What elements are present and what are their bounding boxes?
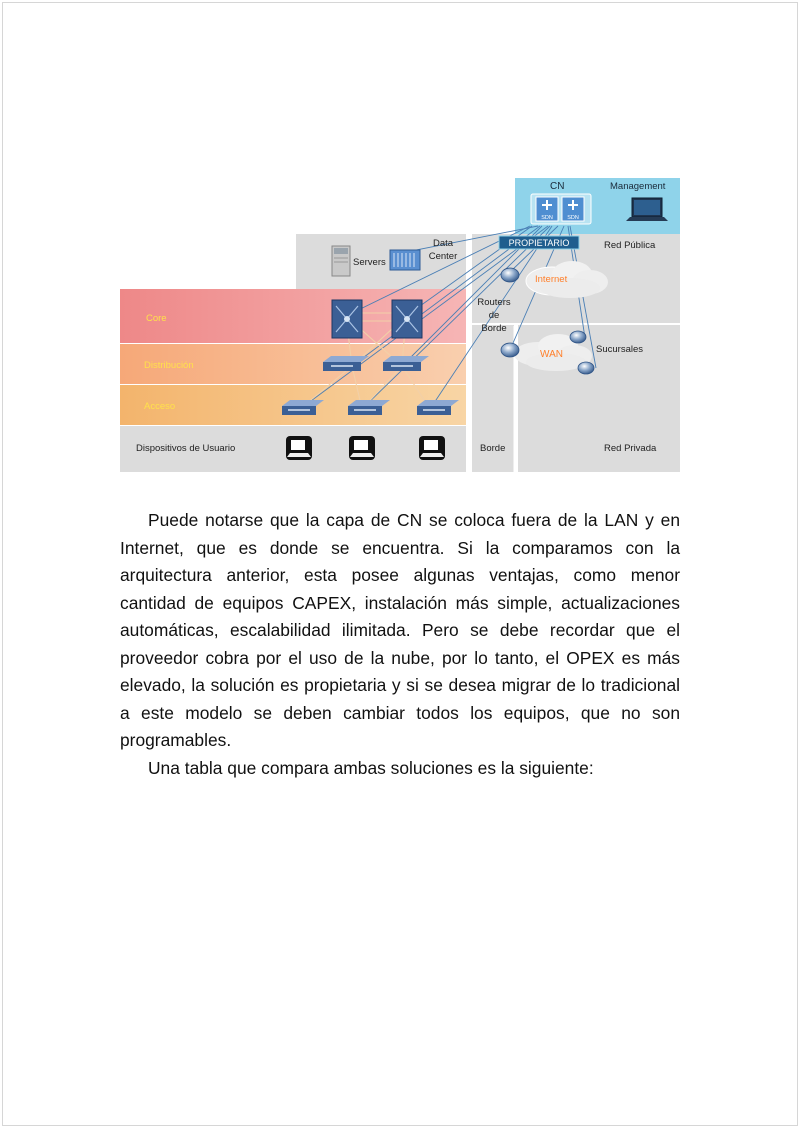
acceso-label: Acceso bbox=[144, 401, 176, 412]
core-switch-icon bbox=[392, 300, 422, 338]
sucursales-label: Sucursales bbox=[596, 344, 643, 355]
body-text bbox=[120, 507, 680, 782]
dispositivos-label: Dispositivos de Usuario bbox=[136, 443, 236, 454]
server-rack-icon bbox=[390, 250, 420, 270]
paragraph-1: Puede notarse que la capa de CN se coloca fuera de la LAN y en Internet, que es donde se encuentra. Si la comparamos con la arquitectura anterior, esta posee algunas ventajas, como menor cantidad de equipos CAPEX, instalación más simple, actualizaciones automáticas, escalabilidad ilimitada. Pero se debe recordar que el proveedor cobra por el uso de la nube, por lo tanto, el OPEX es más elevado, la solución es propietaria y si se desea migrar de lo tradicional a este modelo se deben cambiar todos los equipos, que no son programables. bbox=[120, 510, 680, 750]
management-label: Management bbox=[610, 181, 666, 192]
red-privada-label: Red Privada bbox=[604, 443, 657, 454]
distribucion-label: Distribución bbox=[144, 360, 194, 371]
management-monitor-icon bbox=[626, 198, 668, 221]
red-publica-label: Red Pública bbox=[604, 240, 656, 251]
laptop-icon bbox=[349, 436, 375, 460]
network-diagram-svg bbox=[120, 178, 680, 472]
internet-label: Internet bbox=[535, 274, 568, 285]
router-icon bbox=[501, 268, 519, 282]
data-center-label: Data Center bbox=[428, 238, 458, 262]
router-icon bbox=[501, 343, 519, 357]
core-label: Core bbox=[146, 313, 167, 324]
paragraph-2: Una tabla que compara ambas soluciones es la siguiente: bbox=[148, 757, 594, 778]
router-icon bbox=[578, 362, 594, 374]
network-diagram bbox=[120, 178, 680, 472]
propietario-label: PROPIETARIO bbox=[508, 238, 570, 248]
borde-label: Borde bbox=[480, 443, 506, 454]
routers-borde-label: Routers de Borde bbox=[477, 297, 511, 334]
servers-label: Servers bbox=[353, 257, 386, 268]
svg-text:SDN: SDN bbox=[567, 215, 579, 221]
sdn-controller-icon bbox=[536, 197, 558, 221]
svg-text:SDN: SDN bbox=[541, 215, 553, 221]
server-tower-icon bbox=[332, 246, 350, 276]
core-switch-icon bbox=[332, 300, 362, 338]
sdn-controller-icon bbox=[562, 197, 584, 221]
cn-label: CN bbox=[550, 181, 565, 192]
laptop-icon bbox=[419, 436, 445, 460]
router-icon bbox=[570, 331, 586, 343]
wan-label: WAN bbox=[540, 349, 563, 360]
laptop-icon bbox=[286, 436, 312, 460]
